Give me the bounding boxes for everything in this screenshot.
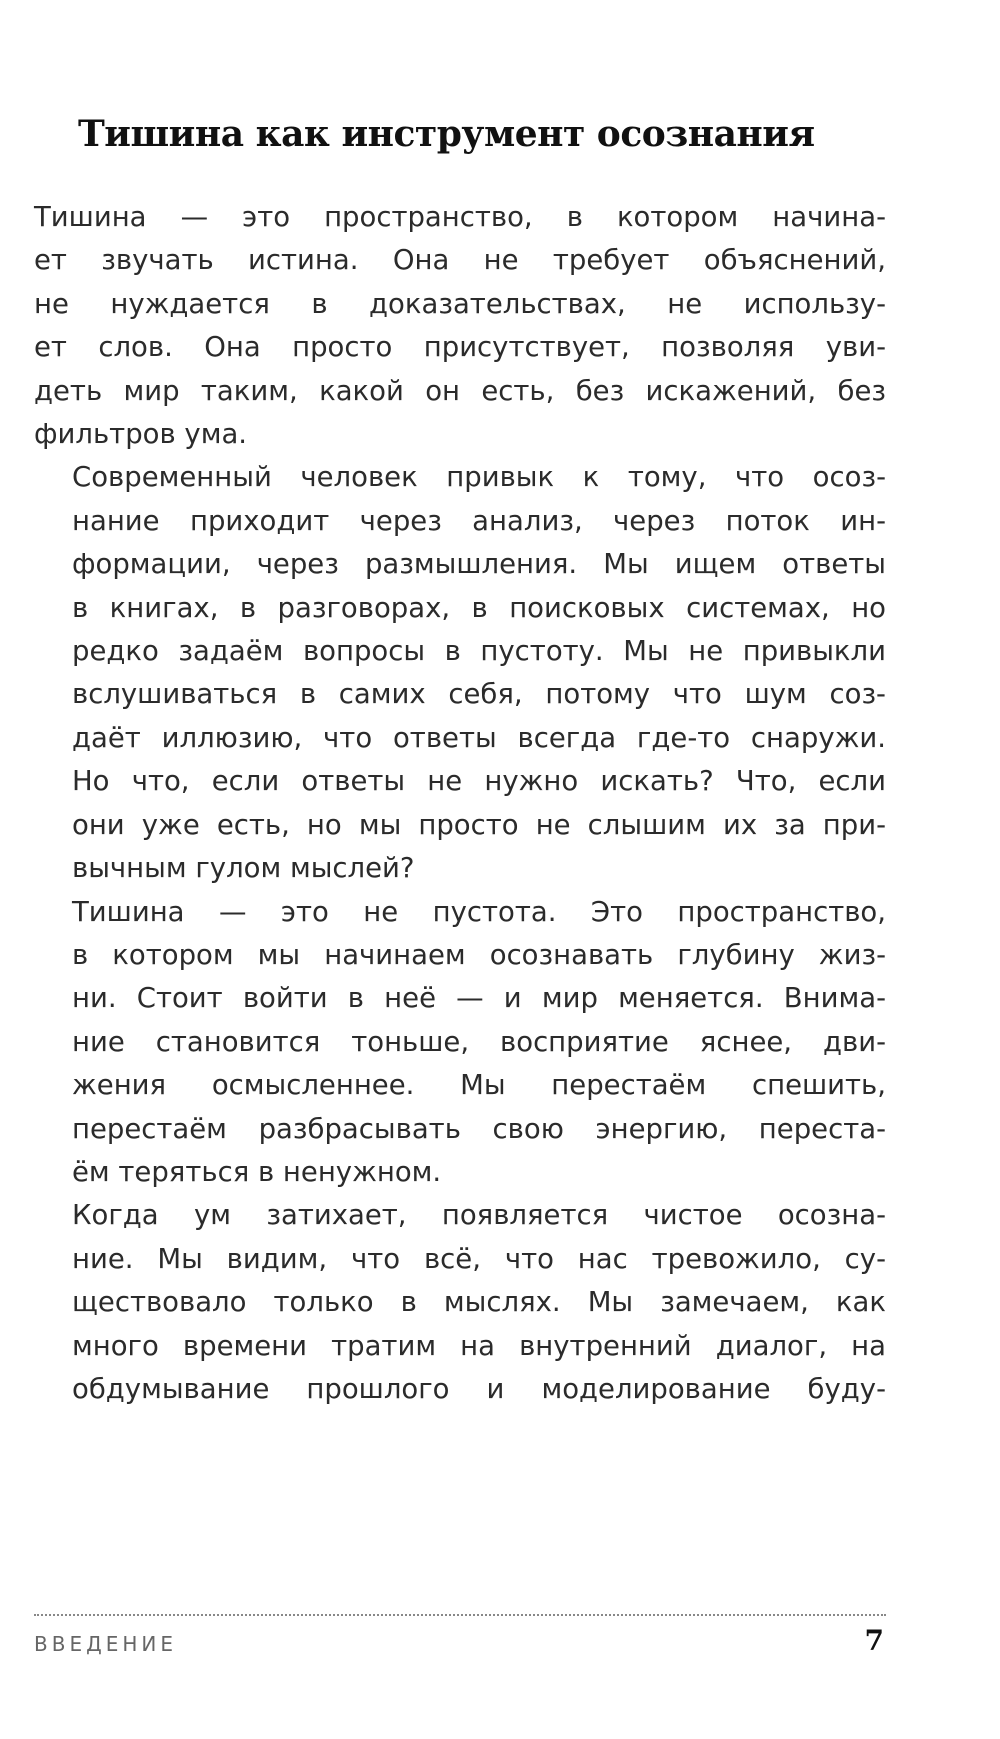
text-line: жения осмысленнее. Мы перестаём спешить, bbox=[72, 1069, 886, 1102]
text-line: даёт иллюзию, что ответы всегда где-то снаружи. bbox=[72, 721, 886, 754]
text-line: Тишина — это пространство, в котором начина- bbox=[34, 201, 886, 233]
text-line: Но что, если ответы не нужно искать? Что, если bbox=[72, 765, 886, 798]
text-line: формации, через размышления. Мы ищем ответы bbox=[72, 548, 886, 581]
running-head: ВВЕДЕНИЕ bbox=[34, 1632, 177, 1656]
text-line: не нуждается в доказательствах, не использу- bbox=[34, 287, 886, 320]
text-line: ет слов. Она просто присутствует, позволяя уви- bbox=[34, 331, 886, 364]
text-line: в котором мы начинаем осознавать глубину жиз- bbox=[72, 938, 886, 971]
text-line: ет звучать истина. Она не требует объяснений, bbox=[34, 244, 886, 277]
text-line: в книгах, в разговорах, в поисковых системах, но bbox=[72, 591, 886, 624]
text-line: обдумывание прошлого и моделирование буду- bbox=[72, 1372, 886, 1405]
text-line: Тишина — это не пустота. Это пространство, bbox=[72, 895, 886, 928]
text-line: Современный человек привык к тому, что осоз- bbox=[72, 461, 886, 494]
paragraph-2 bbox=[34, 456, 886, 760]
paragraph-4 bbox=[34, 891, 886, 1195]
text-line: ществовало только в мыслях. Мы замечаем, как bbox=[72, 1286, 886, 1319]
paragraph-1 bbox=[34, 196, 886, 456]
text-line: ни. Стоит войти в неё — и мир меняется. Внима- bbox=[72, 982, 886, 1015]
footer-divider bbox=[34, 1614, 886, 1616]
text-line: перестаём разбрасывать свою энергию, переста- bbox=[72, 1112, 886, 1145]
text-line: Когда ум затихает, появляется чистое осозна- bbox=[72, 1199, 886, 1232]
text-line: они уже есть, но мы просто не слышим их за при- bbox=[72, 808, 886, 841]
text-line: ние становится тоньше, восприятие яснее, дви- bbox=[72, 1025, 886, 1058]
body-text bbox=[34, 196, 886, 1411]
text-line: ние. Мы видим, что всё, что нас тревожило, су- bbox=[72, 1242, 886, 1275]
text-line: вычным гулом мыслей? bbox=[72, 852, 415, 885]
text-line: вслушиваться в самих себя, потому что шум соз- bbox=[72, 678, 886, 711]
paragraph-3 bbox=[34, 760, 886, 890]
chapter-title: Тишина как инструмент осознания bbox=[78, 113, 815, 155]
paragraph-5 bbox=[34, 1194, 886, 1411]
page-number: 7 bbox=[864, 1624, 884, 1657]
text-line: редко задаём вопросы в пустоту. Мы не привыкли bbox=[72, 635, 886, 668]
text-line: много времени тратим на внутренний диалог, на bbox=[72, 1329, 886, 1362]
text-line: фильтров ума. bbox=[34, 418, 248, 451]
text-line: нание приходит через анализ, через поток ин- bbox=[72, 504, 886, 537]
text-line: деть мир таким, какой он есть, без искажений, без bbox=[34, 374, 886, 407]
text-line: ём теряться в ненужном. bbox=[72, 1155, 442, 1188]
